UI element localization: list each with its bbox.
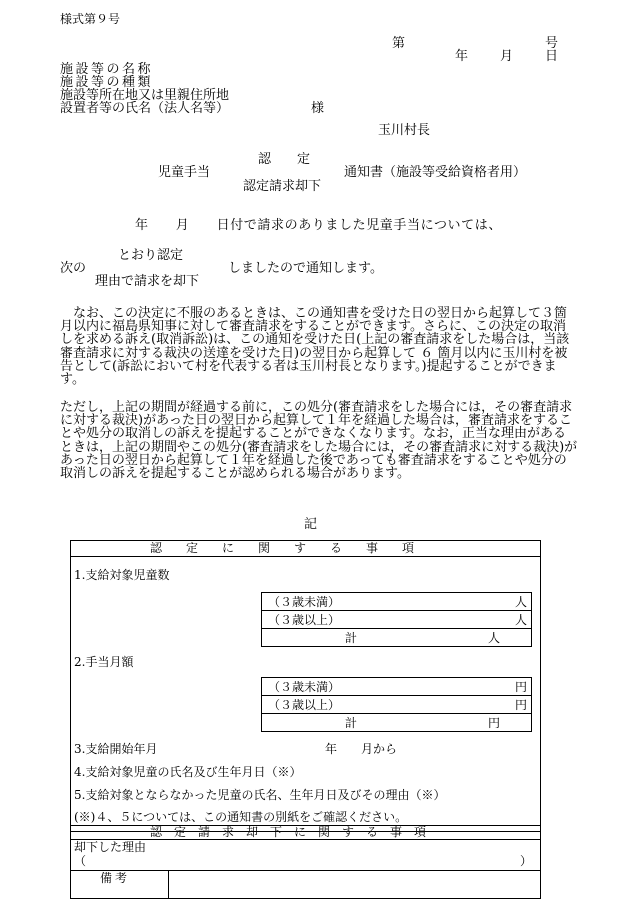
intro-tsugi: 次の	[60, 261, 87, 276]
notice-paragraph-2: ただし，上記の期間が経過する前に，この処分(審査請求をした場合には，その審査請求に対する裁決)があった日の翌日から起算して１年を経過した場合は，審査請求をすることや処分の取消しの訴えを提起することができなくなります。なお，正当な理由があるときは，上記の期間やこの処分(審査請求をした場合には，その審査請求に対する裁決)があった日の翌日から起算して１年を経過した後であっても審査請求をすることや処分の取消しの訴えを提起することが認められる場合があります。	[60, 400, 578, 482]
count-under3-unit: 人	[515, 595, 528, 609]
item5-label: 5.支給対象とならなかった児童の氏名、生年月日及びその理由（※）	[74, 788, 446, 802]
rejection-reason-label: 却下した理由	[74, 840, 147, 854]
founder-name-label: 設置者等の氏名（法人名等）	[60, 101, 230, 116]
item1-label: 1.支給対象児童数	[74, 568, 170, 582]
row-divider	[261, 713, 532, 714]
count-over3-unit: 人	[515, 613, 528, 627]
doc-ref-go: 号	[545, 36, 559, 51]
reason-paren-open: （	[74, 854, 87, 868]
facility-address-label: 施設等所在地又は里親住所地	[60, 88, 230, 103]
ki-marker: 記	[304, 517, 318, 532]
amount-over3-label: （３歳以上）	[268, 698, 341, 712]
count-total-label: 計	[345, 631, 358, 645]
intro-option-nintei: とおり認定	[118, 248, 184, 263]
row-divider	[261, 610, 532, 611]
row-divider	[70, 870, 541, 871]
amount-total-label: 計	[345, 716, 358, 730]
section2-header: 認 定 請 求 却 下 に 関 す る 事 項	[150, 825, 427, 839]
item3-value: 年 月から	[325, 742, 398, 756]
count-total-unit: 人	[488, 631, 501, 645]
amount-under3-label: （３歳未満）	[268, 680, 341, 694]
issuer-name: 玉川村長	[378, 123, 431, 138]
reason-paren-close: ）	[520, 854, 533, 868]
amount-total-unit: 円	[488, 716, 501, 730]
form-number: 様式第９号	[60, 12, 121, 26]
item4-label: 4.支給対象児童の氏名及び生年月日（※）	[74, 765, 302, 779]
item2-label: 2.手当月額	[74, 655, 134, 669]
intro-line1: 年 月 日付で請求のありました児童手当については、	[135, 218, 502, 233]
facility-name-label: 施設等の名称	[60, 62, 154, 77]
intro-option-kyakka: 理由で請求を却下	[95, 274, 200, 289]
intro-ending: しましたので通知します。	[228, 261, 383, 276]
row-divider	[261, 695, 532, 696]
date-year: 年	[455, 49, 469, 64]
notice-paragraph-1: なお、この決定に不服のあるときは、この通知書を受けた日の翌日から起算して３箇月以内に福島県知事に対して審査請求をすることができます。さらに、この決定の取消しを求める訴え(取消訴訟)は、この通知を受けた日(上記の審査請求をした場合は，当該審査請求に対する裁決の送達を受けた日)の翌日から起算して ６ 箇月以内に玉川村を被告として(訴訟において村を代表する者は玉川村長となります。)提起することができます。	[60, 306, 570, 388]
footnote: (※)４、５については、この通知書の別紙をご確認ください。	[74, 810, 408, 824]
date-day: 日	[545, 49, 559, 64]
table-divider	[70, 556, 541, 557]
title-kyakka: 認定請求却下	[243, 179, 322, 194]
count-over3-label: （３歳以上）	[268, 613, 341, 627]
date-month: 月	[500, 49, 514, 64]
sama-honorific: 様	[311, 101, 325, 116]
column-divider	[168, 870, 169, 899]
item3-label: 3.支給開始年月	[74, 742, 158, 756]
doc-ref-dai: 第	[392, 36, 406, 51]
title-prefix: 児童手当	[158, 165, 211, 180]
amount-under3-unit: 円	[515, 680, 528, 694]
count-under3-label: （３歳未満）	[268, 595, 341, 609]
remarks-label: 備考	[100, 871, 131, 885]
title-suffix: 通知書（施設等受給資格者用）	[344, 165, 527, 180]
amount-over3-unit: 円	[515, 698, 528, 712]
facility-type-label: 施設等の種類	[60, 75, 154, 90]
section1-header: 認 定 に 関 す る 事 項	[150, 541, 415, 555]
title-nintei: 認 定	[258, 152, 311, 167]
row-divider	[261, 628, 532, 629]
